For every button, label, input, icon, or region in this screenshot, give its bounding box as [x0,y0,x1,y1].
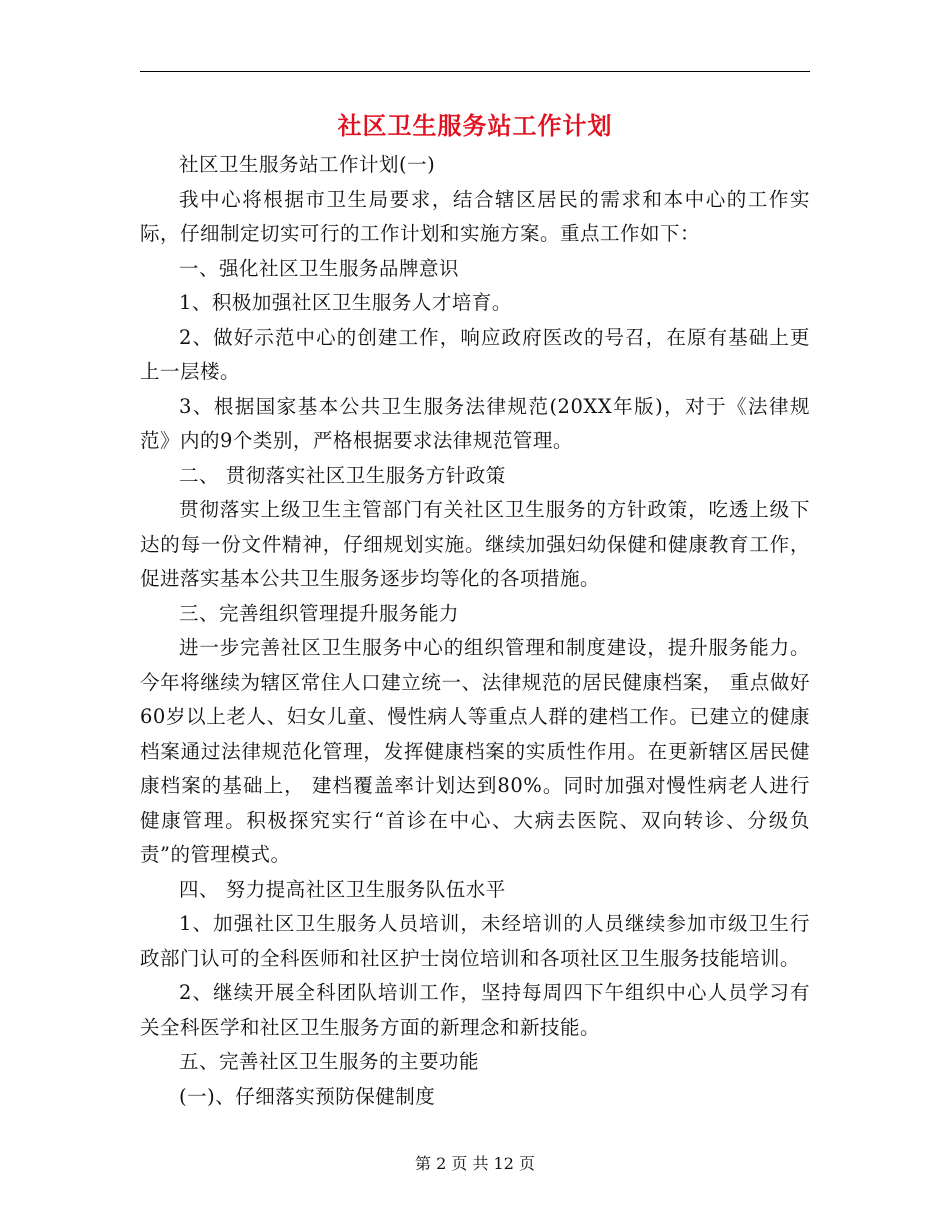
page-number: 第 2 页 共 12 页 [415,1154,535,1173]
paragraph-subtitle: 社区卫生服务站工作计划(一) [179,153,436,176]
paragraph-intro: 我中心将根据市卫生局要求，结合辖区居民的需求和本中心的工作实际，仔细制定切实可行的工作计划和实施方案。重点工作如下： [140,187,810,245]
paragraph-3: 进一步完善社区卫生服务中心的组织管理和制度建设，提升服务能力。今年将继续为辖区常住人口建立统一、法律规范的居民健康档案， 重点做好60岁以上老人、妇女儿童、慢性病人等重点人群的建档工作。已建立的健康档案通过法律规范化管理，发挥健康档案的实质性作用。在更新辖区居民健康档案的基础上， 建档覆盖率计划达到80%。同时加强对慢性病老人进行健康管理。积极探究实行“首诊在中心、大病去医院、双向转诊、分级负责”的管理模式。 [140,636,810,866]
paragraph-1-3: 3、根据国家基本公共卫生服务法律规范(20XX年版)，对于《法律规范》内的9个类别，严格根据要求法律规范管理。 [140,394,810,452]
header-rule [140,71,810,72]
document-title: 社区卫生服务站工作计划 [337,111,613,140]
paragraph-1-2: 2、做好示范中心的创建工作，响应政府医改的号召，在原有基础上更上一层楼。 [140,325,810,383]
section-heading-2: 二、 贯彻落实社区卫生服务方针政策 [179,463,506,487]
section-heading-3: 三、完善组织管理提升服务能力 [179,601,460,625]
paragraph-1-1: 1、积极加强社区卫生服务人才培育。 [179,291,512,314]
document-body [140,148,810,1114]
paragraph-2: 贯彻落实上级卫生主管部门有关社区卫生服务的方针政策，吃透上级下达的每一份文件精神，仔细规划实施。继续加强妇幼保健和健康教育工作，促进落实基本公共卫生服务逐步均等化的各项措施。 [140,498,810,590]
subsection-heading-5-1: (一)、仔细落实预防保健制度 [179,1084,436,1108]
paragraph-4-1: 1、加强社区卫生服务人员培训，未经培训的人员继续参加市级卫生行政部门认可的全科医师和社区护士岗位培训和各项社区卫生服务技能培训。 [140,912,810,970]
section-heading-1: 一、强化社区卫生服务品牌意识 [179,256,460,280]
section-heading-5: 五、完善社区卫生服务的主要功能 [179,1050,480,1073]
section-heading-4: 四、 努力提高社区卫生服务队伍水平 [179,877,506,901]
paragraph-4-2: 2、继续开展全科团队培训工作，坚持每周四下午组织中心人员学习有关全科医学和社区卫生服务方面的新理念和新技能。 [140,981,810,1039]
